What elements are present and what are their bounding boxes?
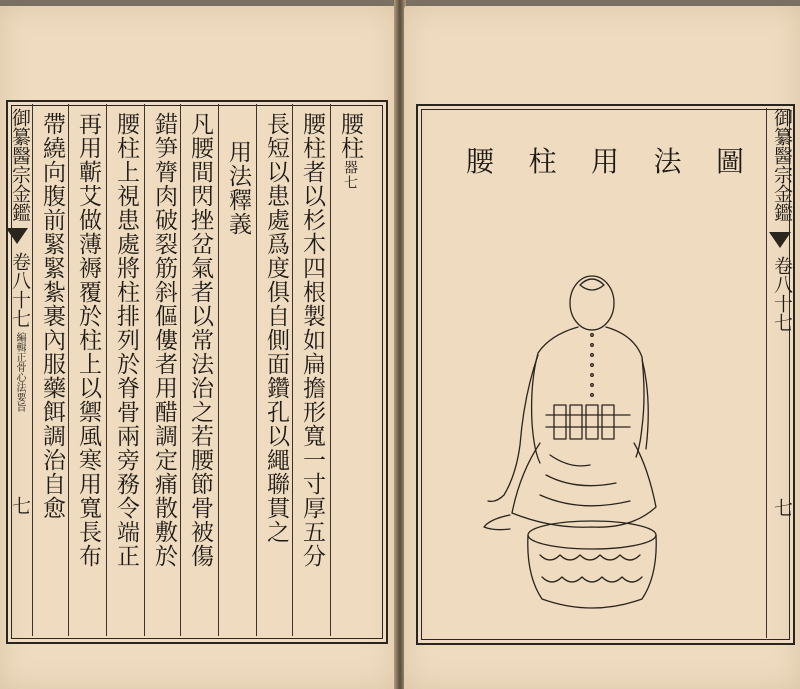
text-column-8: 帶繞向腹前緊緊紮裹內服藥餌調治自愈	[39, 112, 65, 520]
right-margin-page-number: 七	[771, 498, 793, 517]
left-margin-section: 編輯正骨心法要旨	[14, 332, 25, 412]
right-margin-book-title: 御纂醫宗金鑑	[771, 108, 793, 222]
text-column-1: 腰柱者以杉木四根製如扁擔形寬一寸厚五分	[299, 112, 325, 568]
left-margin-book-title: 御纂醫宗金鑑	[9, 108, 31, 222]
column-rule	[218, 104, 219, 636]
title-char: 柱	[528, 145, 559, 178]
figure-left-arm	[488, 355, 538, 501]
title-char: 圖	[715, 145, 746, 178]
figure-back	[606, 327, 644, 457]
column-rule	[144, 104, 145, 636]
right-margin-volume: 卷八十七	[771, 256, 793, 332]
figure-head	[570, 276, 614, 330]
subheading-usage-explanation: 用法釋義	[225, 140, 251, 236]
column-rule	[180, 104, 181, 636]
seated-figure-illustration	[480, 255, 680, 625]
title-char: 法	[653, 145, 684, 178]
left-margin-page-number: 七	[9, 496, 31, 515]
column-rule	[68, 104, 69, 636]
heading-waist-splint: 腰柱器七	[337, 112, 363, 190]
text-column-5: 錯笋膂肉破裂筋斜傴僂者用醋調定痛散敷於	[151, 112, 177, 568]
figure-back	[532, 327, 578, 463]
illustration-title	[466, 140, 746, 180]
right-fish-tail-mark	[769, 232, 791, 248]
stool-pattern	[542, 577, 642, 582]
text-column-2: 長短以患處爲度俱自側面鑽孔以繩聯貫之	[263, 112, 289, 544]
right-margin-rule	[766, 108, 767, 638]
robe-folds	[540, 455, 630, 506]
left-margin-volume: 卷八十七	[9, 252, 31, 328]
column-rule	[106, 104, 107, 636]
column-rule	[256, 104, 257, 636]
left-margin-rule	[32, 104, 33, 636]
text-column-7: 再用蘄艾做薄褥覆於柱上以禦風寒用寬長布	[75, 112, 101, 568]
stool-top	[528, 521, 656, 549]
column-rule	[330, 104, 331, 636]
waist-splints	[546, 405, 630, 439]
column-rule	[292, 104, 293, 636]
text-column-6: 腰柱上視患處將柱排列於脊骨兩旁務令端正	[113, 112, 139, 568]
stool-pattern	[540, 555, 640, 560]
left-fish-tail-mark	[6, 228, 28, 244]
title-char: 用	[590, 145, 621, 178]
stool-body	[528, 535, 656, 608]
text-column-4: 凡腰間閃挫岔氣者以常法治之若腰節骨被傷	[187, 112, 213, 568]
title-char: 腰	[466, 145, 497, 178]
spine-marks	[591, 334, 594, 397]
hair-topknot	[580, 279, 604, 290]
figure-foot	[484, 515, 510, 530]
